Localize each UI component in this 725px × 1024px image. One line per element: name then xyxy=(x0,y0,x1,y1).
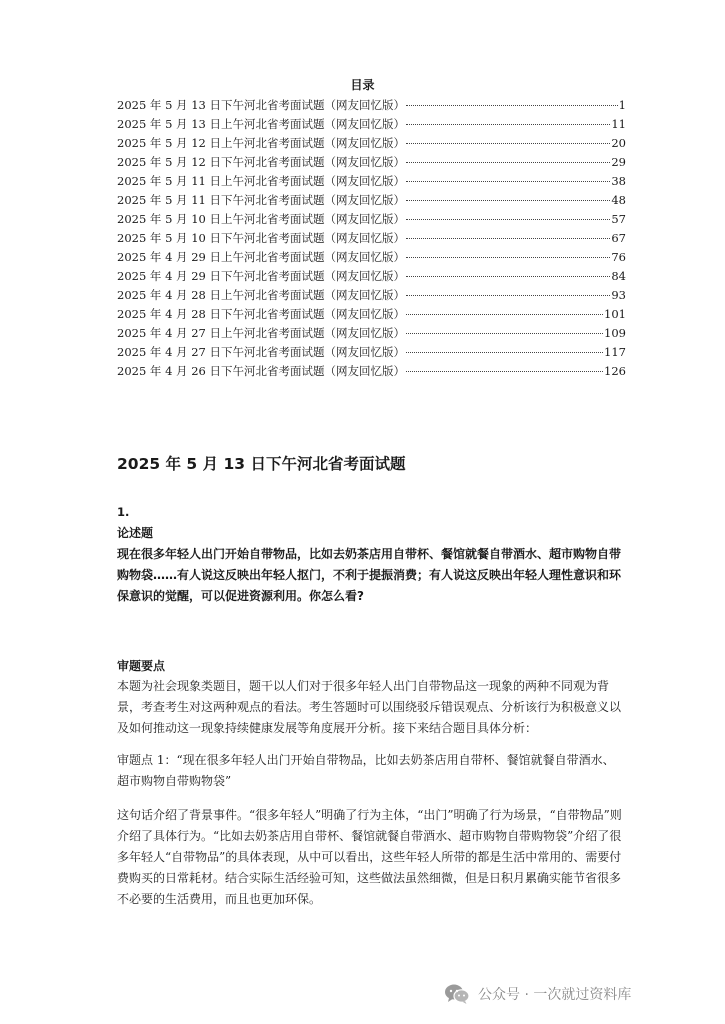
toc-entry-label: 2025 年 4 月 29 日下午河北省考面试题（网友回忆版） xyxy=(117,269,405,283)
toc-dot-leader xyxy=(406,152,610,163)
toc-title: 目录 xyxy=(350,78,375,92)
toc-dot-leader xyxy=(406,190,610,201)
toc-entry-label: 2025 年 5 月 11 日上午河北省考面试题（网友回忆版） xyxy=(117,174,405,188)
toc-entry-page: 109 xyxy=(604,326,626,340)
toc-dot-leader xyxy=(406,266,610,277)
toc-dot-leader xyxy=(406,342,603,353)
wechat-icon xyxy=(444,983,470,1005)
toc-entry[interactable] xyxy=(117,286,626,305)
toc-entry-page: 20 xyxy=(611,136,626,150)
toc-entry[interactable] xyxy=(117,229,626,248)
toc-dot-leader xyxy=(406,95,618,106)
toc-dot-leader xyxy=(406,323,603,334)
toc-entry-page: 29 xyxy=(611,155,626,169)
toc-entry-label: 2025 年 5 月 12 日上午河北省考面试题（网友回忆版） xyxy=(117,136,405,150)
toc-entry-label: 2025 年 5 月 10 日下午河北省考面试题（网友回忆版） xyxy=(117,231,405,245)
toc-entry-page: 93 xyxy=(611,288,626,302)
toc-entry-label: 2025 年 4 月 27 日上午河北省考面试题（网友回忆版） xyxy=(117,326,405,340)
toc-entry[interactable] xyxy=(117,305,626,324)
toc-entry-page: 57 xyxy=(611,212,626,226)
toc-entry-page: 11 xyxy=(611,117,626,131)
toc-dot-leader xyxy=(406,304,603,315)
toc-entry[interactable] xyxy=(117,115,626,134)
question-type: 论述题 xyxy=(117,526,154,540)
toc-dot-leader xyxy=(406,171,610,182)
toc-entry[interactable] xyxy=(117,134,626,153)
toc-entry[interactable] xyxy=(117,210,626,229)
toc-entry[interactable] xyxy=(117,172,626,191)
toc-entry-page: 1 xyxy=(618,98,626,112)
watermark xyxy=(444,982,631,1006)
toc-entry[interactable] xyxy=(117,96,626,115)
toc-entry[interactable] xyxy=(117,248,626,267)
analysis-paragraph: 这句话介绍了背景事件。“很多年轻人”明确了行为主体，“出门”明确了行为场景，“自带物品”则介绍了具体行为。“比如去奶茶店用自带杯、餐馆就餐自带酒水、超市购物自带购物袋”介绍了很多年轻人“自带物品”的具体表现，从中可以看出，这些年轻人所带的都是生活中常用的、需要付费购买的日常耗材。结合实际生活经验可知，这些做法虽然细微，但是日积月累确实能节省很多不必要的生活费用，而且也更加环保。 xyxy=(117,808,622,906)
toc-entry-page: 84 xyxy=(611,269,626,283)
toc-entry[interactable] xyxy=(117,324,626,343)
toc-dot-leader xyxy=(406,361,603,372)
toc-entry-page: 48 xyxy=(611,193,626,207)
toc-entry-label: 2025 年 5 月 13 日上午河北省考面试题（网友回忆版） xyxy=(117,117,405,131)
watermark-text: 公众号 · 一次就过资料库 xyxy=(478,987,632,1003)
toc-dot-leader xyxy=(406,209,610,220)
toc-entry-page: 76 xyxy=(611,250,626,264)
section-title: 2025 年 5 月 13 日下午河北省考面试题 xyxy=(117,455,406,473)
toc-dot-leader xyxy=(406,285,610,296)
toc-dot-leader xyxy=(406,133,610,144)
toc-dot-leader xyxy=(406,114,610,125)
analysis-point-1: 审题点 1：“现在很多年轻人出门开始自带物品，比如去奶茶店用自带杯、餐馆就餐自带酒水、超市购物自带购物袋” xyxy=(117,753,615,788)
toc-entry[interactable] xyxy=(117,343,626,362)
toc-entry-page: 67 xyxy=(611,231,626,245)
toc-entry-label: 2025 年 4 月 28 日下午河北省考面试题（网友回忆版） xyxy=(117,307,405,321)
toc-entry-label: 2025 年 5 月 11 日下午河北省考面试题（网友回忆版） xyxy=(117,193,405,207)
toc-dot-leader xyxy=(406,247,610,258)
toc-entry-label: 2025 年 5 月 13 日下午河北省考面试题（网友回忆版） xyxy=(117,98,405,112)
analysis-paragraph: 本题为社会现象类题目，题干以人们对于很多年轻人出门自带物品这一现象的两种不同观为背景，考查考生对这两种观点的看法。考生答题时可以围绕驳斥错误观点、分析该行为积极意义以及如何推动这一现象持续健康发展等角度展开分析。接下来结合题目具体分析： xyxy=(117,679,622,735)
toc-entry-label: 2025 年 4 月 27 日下午河北省考面试题（网友回忆版） xyxy=(117,345,405,359)
toc-entry-label: 2025 年 5 月 10 日上午河北省考面试题（网友回忆版） xyxy=(117,212,405,226)
toc-entry-page: 117 xyxy=(604,345,626,359)
toc-entry[interactable] xyxy=(117,153,626,172)
analysis-heading: 审题要点 xyxy=(117,659,166,673)
table-of-contents xyxy=(117,96,626,381)
toc-entry[interactable] xyxy=(117,362,626,381)
toc-entry-label: 2025 年 4 月 28 日上午河北省考面试题（网友回忆版） xyxy=(117,288,405,302)
toc-entry-label: 2025 年 4 月 26 日下午河北省考面试题（网友回忆版） xyxy=(117,364,405,378)
question-number: 1. xyxy=(117,505,130,519)
toc-entry[interactable] xyxy=(117,267,626,286)
toc-entry-label: 2025 年 5 月 12 日下午河北省考面试题（网友回忆版） xyxy=(117,155,405,169)
toc-entry-page: 101 xyxy=(604,307,626,321)
toc-entry-page: 38 xyxy=(611,174,626,188)
toc-dot-leader xyxy=(406,228,610,239)
toc-entry-page: 126 xyxy=(604,364,626,378)
question-text: 现在很多年轻人出门开始自带物品，比如去奶茶店用自带杯、餐馆就餐自带酒水、超市购物自带购物袋……有人说这反映出年轻人抠门，不利于提振消费；有人说这反映出年轻人理性意识和环保意识的觉醒，可以促进资源利用。你怎么看? xyxy=(117,547,622,603)
toc-entry[interactable] xyxy=(117,191,626,210)
toc-entry-label: 2025 年 4 月 29 日上午河北省考面试题（网友回忆版） xyxy=(117,250,405,264)
